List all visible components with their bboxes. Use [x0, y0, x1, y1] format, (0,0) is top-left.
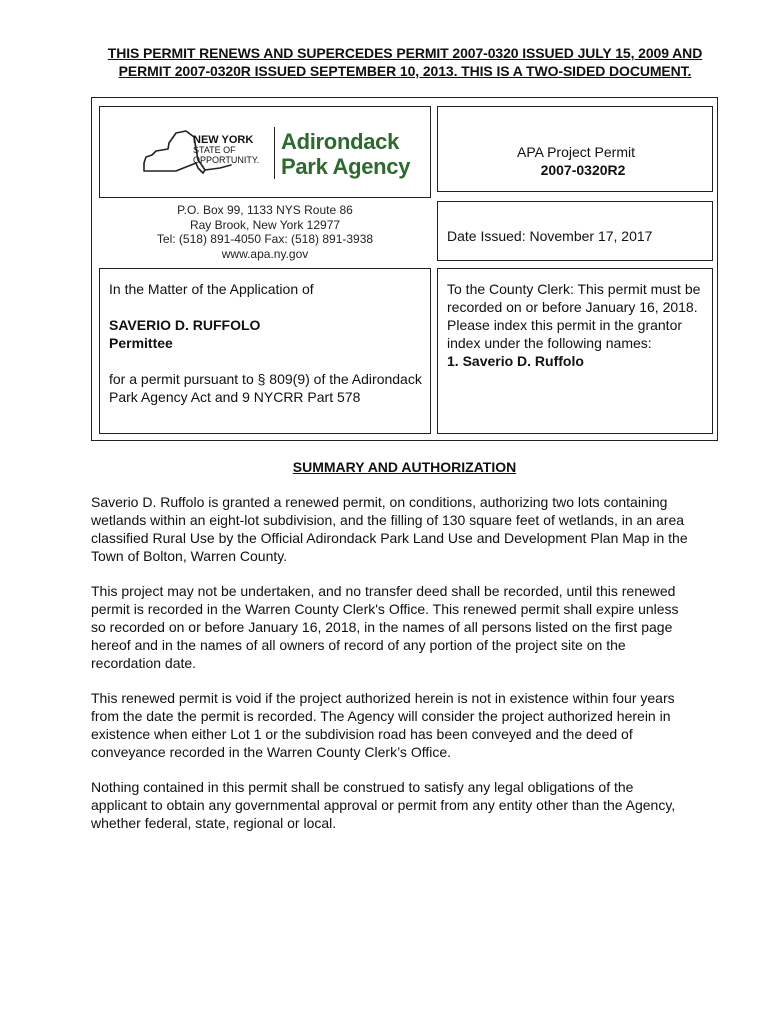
permit-label: APA Project Permit [516, 144, 635, 160]
date-issued: Date Issued: November 17, 2017 [447, 228, 653, 244]
address-website: www.apa.ny.gov [221, 246, 309, 261]
ny-line-2: STATE OF [193, 145, 236, 155]
address-phone-fax: Tel: (518) 891-4050 Fax: (518) 891-3938 [156, 232, 374, 246]
summary-paragraph: This project may not be undertaken, and no transfer deed shall be recorded, until this renewed permit is recorded in the Warren County Clerk's Office. This renewed permit shall expire unless so recorded on or before January 16, 2018, in the names of all persons listed on the first page hereof and in the names of all owners of record of any portion of the project site on the recordation date. [91, 583, 679, 671]
matter-text [109, 280, 427, 406]
agency-line-1: Adirondack [281, 129, 400, 154]
permit-number: 2007-0320R2 [540, 162, 626, 178]
summary-paragraph: Nothing contained in this permit shall be construed to satisfy any legal obligations of the applicant to obtain any governmental approval or permit from any entity other than the Agency, whether federal, state, regional or local. [91, 779, 676, 831]
summary-heading: SUMMARY AND AUTHORIZATION [292, 459, 517, 475]
agency-line-2: Park Agency [281, 154, 411, 179]
ny-state-wordmark [193, 135, 259, 165]
permittee-name: SAVERIO D. RUFFOLO [109, 317, 261, 333]
project-permit-cell [437, 106, 713, 192]
summary-paragraph: This renewed permit is void if the project authorized herein is not in existence within four years from the date the permit is recorded. The Agency will consider the project authorized herein in existence when either Lot 1 or the subdivision road has been conveyed and the deed of conveyance recorded in the Warren County Clerk’s Office. [91, 690, 675, 760]
date-issued-cell [437, 201, 713, 261]
clerk-text [447, 280, 709, 370]
county-clerk-cell [437, 268, 713, 434]
agency-info-cell [99, 106, 431, 269]
logo-box [99, 106, 431, 198]
address-line-2: Ray Brook, New York 12977 [189, 217, 341, 232]
summary-body [91, 493, 691, 849]
agency-wordmark [281, 129, 410, 179]
agency-address [99, 203, 431, 261]
permit-header-box [91, 97, 718, 441]
ny-line-3: OPPORTUNITY. [193, 155, 260, 165]
permittee-role: Permittee [109, 335, 173, 351]
clerk-instruction: To the County Clerk: This permit must be recorded on or before January 16, 2018. Please index this permit in the grantor index under the following names: [447, 281, 701, 351]
renewal-notice: THIS PERMIT RENEWS AND SUPERCEDES PERMIT 2007-0320 ISSUED JULY 15, 2009 AND PERMIT 2007-0320R ISSUED SEPTEMBER 10, 2013. THIS IS A TWO-SIDED DOCUMENT. [107, 45, 703, 79]
logo-divider [274, 127, 275, 179]
ny-line-1: NEW YORK [193, 134, 254, 146]
matter-of-application-cell [99, 268, 431, 434]
grantor-name-1: 1. Saverio D. Ruffolo [447, 353, 584, 369]
address-line-1: P.O. Box 99, 1133 NYS Route 86 [177, 203, 353, 217]
matter-intro: In the Matter of the Application of [109, 281, 314, 297]
summary-paragraph: Saverio D. Ruffolo is granted a renewed permit, on conditions, authorizing two lots containing wetlands within an eight-lot subdivision, and the filling of 130 square feet of wetlands, in an area classified Rural Use by the Official Adirondack Park Land Use and Development Plan Map in the Town of Bolton, Warren County. [91, 494, 688, 564]
permit-purpose: for a permit pursuant to § 809(9) of the Adirondack Park Agency Act and 9 NYCRR Part 578 [109, 371, 422, 405]
